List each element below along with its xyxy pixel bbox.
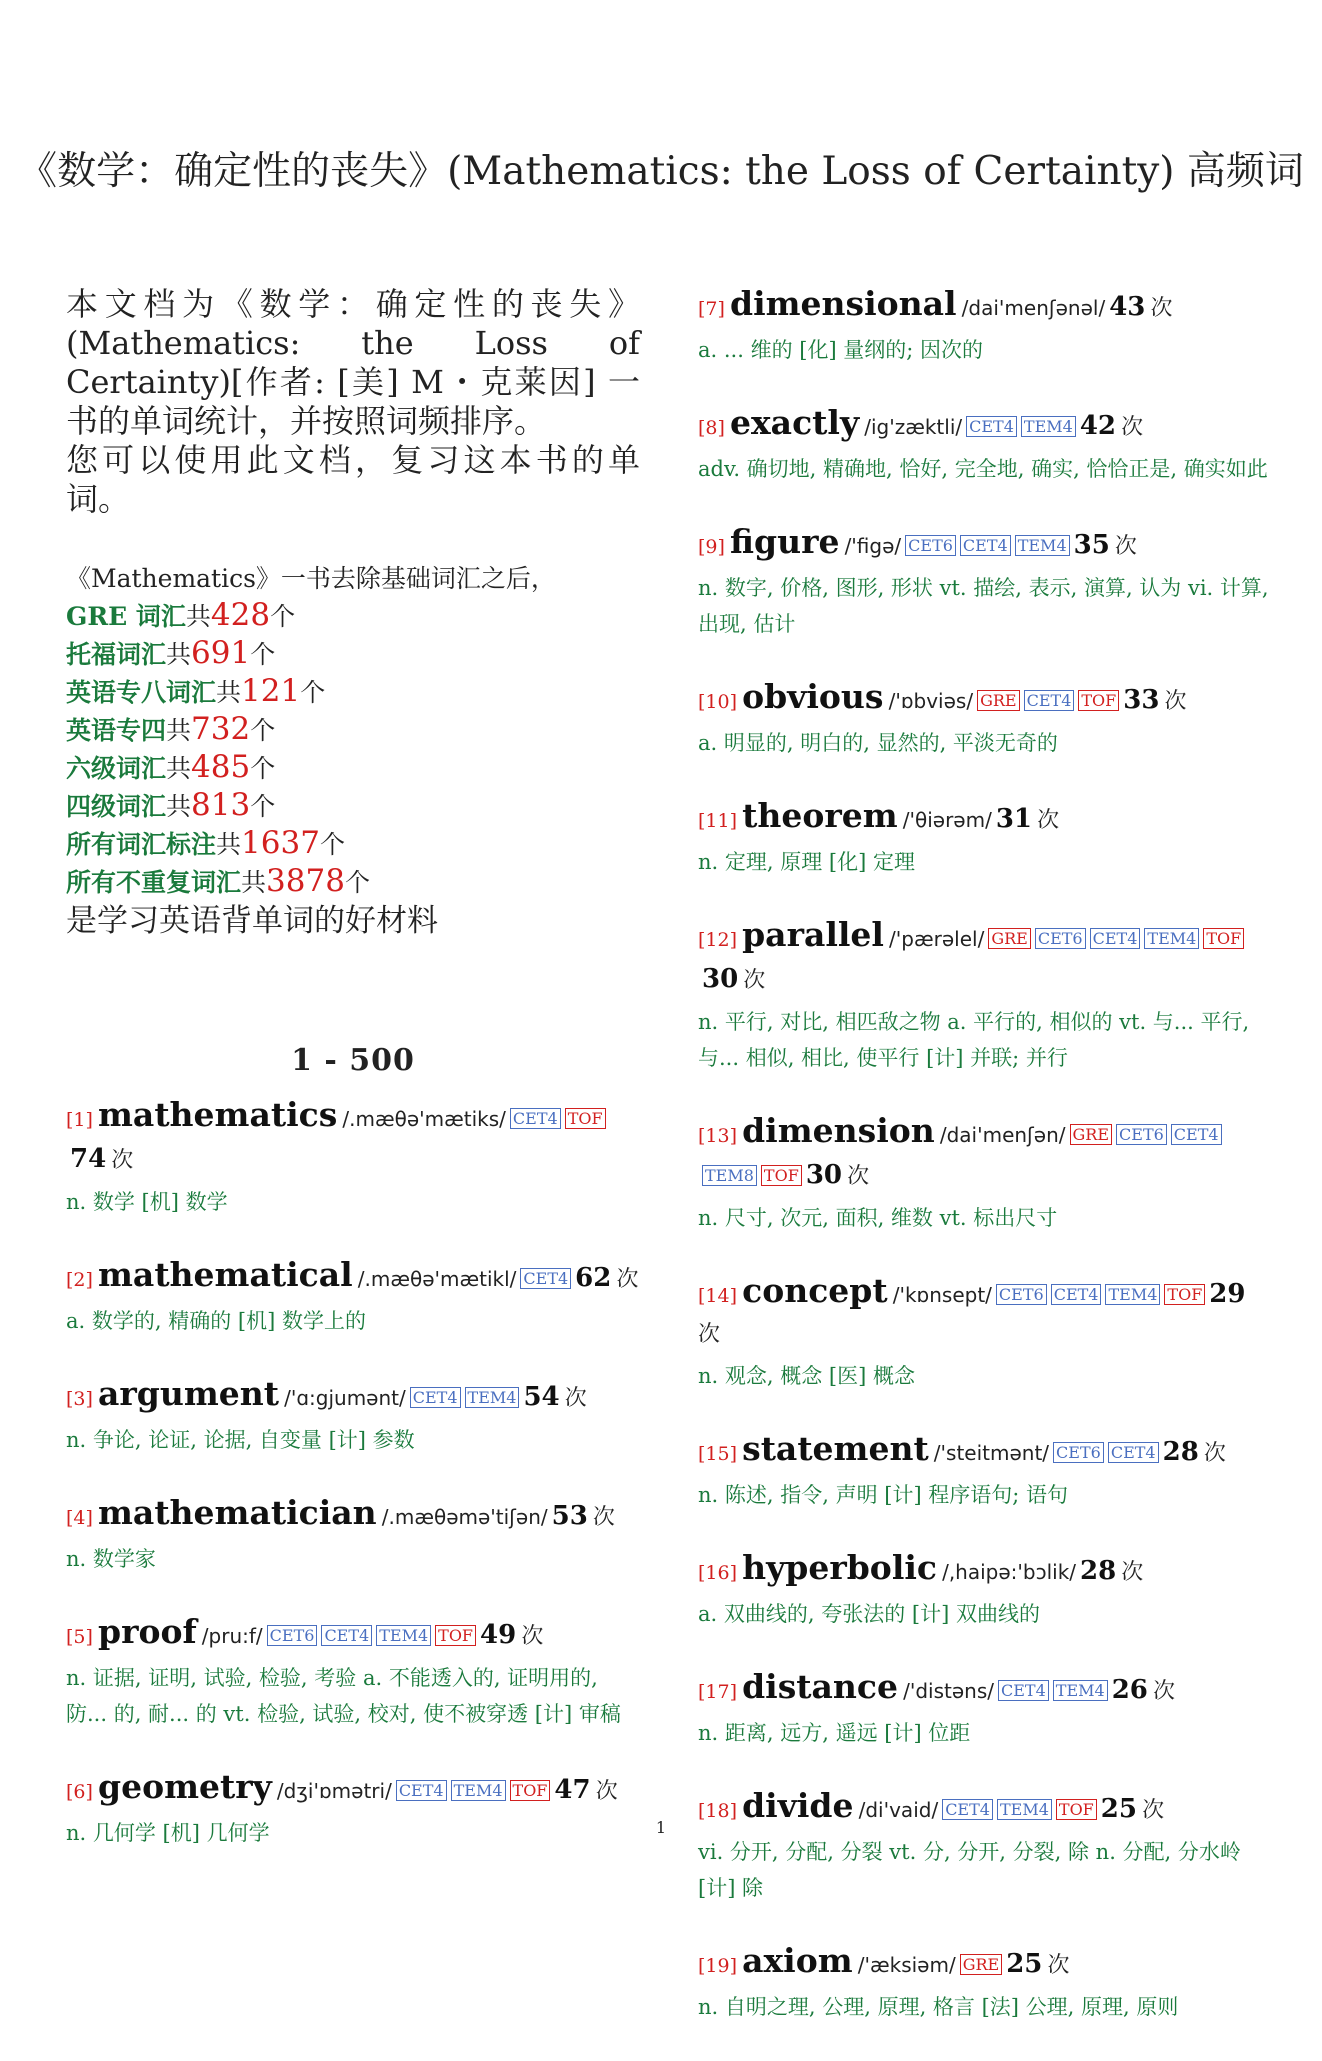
level-tag: GRE <box>977 690 1020 711</box>
word-entry <box>698 916 1270 1076</box>
level-tag: TOF <box>1056 1799 1097 1820</box>
entry-count: 47 <box>554 1775 591 1805</box>
entry-definition: n. 观念, 概念 [医] 概念 <box>698 1364 915 1388</box>
entry-index: [17] <box>698 1681 738 1703</box>
stat-row <box>66 825 640 863</box>
entry-phonetic: /ig'zæktli/ <box>864 415 963 439</box>
stat-row <box>66 787 640 825</box>
stat-unit: 个 <box>250 754 276 783</box>
entry-phonetic: /dai'menʃənəl/ <box>961 296 1106 320</box>
stat-mid: 共 <box>216 830 242 859</box>
level-tag: GRE <box>988 928 1031 949</box>
entry-phonetic: /'steitmənt/ <box>933 1441 1050 1465</box>
stat-label: 托福词汇 <box>66 640 167 669</box>
word-entry <box>698 1787 1270 1906</box>
entry-definition: n. 距离, 远方, 遥远 [计] 位距 <box>698 1721 971 1745</box>
entry-count: 35 <box>1073 530 1110 560</box>
stat-mid: 共 <box>166 640 192 669</box>
stat-value: 485 <box>191 749 251 785</box>
stat-row <box>66 863 640 901</box>
count-unit: 次 <box>1037 808 1060 833</box>
entry-phonetic: /pru:f/ <box>201 1624 263 1648</box>
level-tag: CET6 <box>1053 1442 1104 1463</box>
intro-paragraph: 本文档为《数学：确定性的丧失》(Mathematics: the Loss of Certainty)[作者: [美] M・克莱因] 一书的单词统计，并按照词频排序。 <box>66 285 640 440</box>
entry-phonetic: /.mæθəmə'tiʃən/ <box>381 1505 548 1529</box>
intro-block <box>66 285 640 519</box>
level-tag: TEM4 <box>997 1799 1052 1820</box>
level-tag: CET6 <box>1035 928 1086 949</box>
count-unit: 次 <box>1164 689 1187 714</box>
entry-index: [12] <box>698 929 738 951</box>
entry-phonetic: /.mæθə'mætiks/ <box>342 1107 506 1131</box>
entry-phonetic: /'kɒnsept/ <box>892 1283 992 1307</box>
entry-word: geometry <box>98 1767 272 1806</box>
word-entry <box>698 1272 1270 1394</box>
stat-value: 813 <box>191 787 251 823</box>
word-entry <box>66 1613 640 1732</box>
stat-row <box>66 749 640 787</box>
stat-value: 428 <box>210 597 271 633</box>
level-tag: TOF <box>565 1108 606 1129</box>
word-entry <box>698 1942 1270 2025</box>
entry-head <box>698 1942 1270 1986</box>
stat-unit: 个 <box>250 640 276 669</box>
level-tag: CET6 <box>1116 1124 1167 1145</box>
level-tag: CET6 <box>267 1625 318 1646</box>
word-list-right <box>698 285 1270 2025</box>
entry-count: 53 <box>551 1501 588 1531</box>
entry-word: distance <box>742 1667 899 1706</box>
count-unit: 次 <box>743 968 766 993</box>
word-entry <box>698 1549 1270 1632</box>
entry-word: parallel <box>742 915 884 954</box>
word-entry <box>698 1430 1270 1513</box>
level-tag: TOF <box>1078 690 1119 711</box>
level-tag: CET4 <box>396 1780 447 1801</box>
entry-word: dimension <box>742 1111 935 1150</box>
stat-mid: 共 <box>166 754 192 783</box>
entry-phonetic: /'æksiəm/ <box>857 1953 956 1977</box>
stat-value: 121 <box>241 673 301 709</box>
stat-mid: 共 <box>166 716 192 745</box>
stat-unit: 个 <box>270 602 296 631</box>
stat-unit: 个 <box>319 830 345 859</box>
count-unit: 次 <box>1121 1560 1144 1585</box>
entry-count: 25 <box>1100 1794 1137 1824</box>
entry-index: [15] <box>698 1443 738 1465</box>
stat-unit: 个 <box>250 792 276 821</box>
stat-row <box>66 597 640 635</box>
stat-mid: 共 <box>166 792 192 821</box>
entry-head <box>66 1096 640 1181</box>
stats-list <box>66 597 640 901</box>
entry-definition: n. 数学家 <box>66 1547 156 1571</box>
count-unit: 次 <box>592 1505 615 1530</box>
entry-definition: n. 数学 [机] 数学 <box>66 1190 228 1214</box>
entry-count: 33 <box>1123 685 1160 715</box>
level-tag: CET4 <box>966 416 1017 437</box>
entry-word: figure <box>730 522 840 561</box>
stat-value: 1637 <box>241 825 320 861</box>
stat-mid: 共 <box>185 602 211 631</box>
entry-index: [18] <box>698 1800 738 1822</box>
stat-row <box>66 711 640 749</box>
entry-head <box>66 1256 640 1300</box>
entry-definition: a. 数学的, 精确的 [机] 数学上的 <box>66 1309 366 1333</box>
level-tag: CET4 <box>1024 690 1075 711</box>
entry-word: theorem <box>742 796 898 835</box>
word-entry <box>66 1256 640 1339</box>
entry-word: statement <box>742 1429 929 1468</box>
entry-head <box>66 1375 640 1419</box>
entry-word: divide <box>742 1786 854 1825</box>
level-tag: CET6 <box>905 535 956 556</box>
entry-word: proof <box>98 1612 197 1651</box>
document-title: 《数学：确定性的丧失》(Mathematics: the Loss of Certainty) 高频词 <box>18 149 1304 194</box>
entry-phonetic: /'ɒbviəs/ <box>888 689 974 713</box>
count-unit: 次 <box>111 1148 134 1173</box>
entry-count: 54 <box>523 1382 560 1412</box>
entry-index: [14] <box>698 1285 738 1307</box>
count-unit: 次 <box>1114 534 1137 559</box>
entry-head <box>66 1768 640 1812</box>
level-tag: TEM4 <box>376 1625 431 1646</box>
level-tag: GRE <box>1070 1124 1113 1145</box>
entry-definition: a. 双曲线的, 夸张法的 [计] 双曲线的 <box>698 1602 1040 1626</box>
stat-value: 691 <box>191 635 251 671</box>
entry-definition: adv. 确切地, 精确地, 恰好, 完全地, 确实, 恰恰正是, 确实如此 <box>698 457 1268 481</box>
level-tag: CET4 <box>1108 1442 1159 1463</box>
word-entry <box>66 1375 640 1458</box>
entry-definition: n. 争论, 论证, 论据, 自变量 [计] 参数 <box>66 1428 415 1452</box>
level-tag: CET4 <box>520 1268 571 1289</box>
entry-count: 31 <box>995 804 1033 834</box>
level-tag: GRE <box>960 1954 1003 1975</box>
entry-phonetic: /dai'menʃən/ <box>939 1123 1066 1147</box>
stat-label: 六级词汇 <box>66 754 167 783</box>
entry-definition: n. 平行, 对比, 相匹敌之物 a. 平行的, 相似的 vt. 与... 平行, 与... 相似, 相比, 使平行 [计] 并联; 并行 <box>698 1010 1250 1070</box>
entry-index: [8] <box>698 417 725 439</box>
entry-phonetic: /dʒi'ɒmətri/ <box>276 1779 392 1803</box>
count-unit: 次 <box>847 1164 870 1189</box>
stats-lead: 《Mathematics》一书去除基础词汇之后， <box>66 564 556 593</box>
count-unit: 次 <box>1203 1441 1226 1466</box>
entry-index: [7] <box>698 298 725 320</box>
count-unit: 次 <box>564 1386 587 1411</box>
stat-mid: 共 <box>216 678 242 707</box>
entry-word: exactly <box>730 403 860 442</box>
count-unit: 次 <box>1047 1953 1070 1978</box>
stat-unit: 个 <box>250 716 276 745</box>
stat-label: 所有不重复词汇 <box>66 868 242 897</box>
stat-label: 英语专八词汇 <box>66 678 217 707</box>
level-tag: CET6 <box>996 1284 1047 1305</box>
entry-word: obvious <box>742 677 884 716</box>
entry-head <box>698 797 1270 841</box>
level-tag: CET4 <box>998 1680 1049 1701</box>
entry-phonetic: /,haipə:'bɔlik/ <box>942 1560 1077 1584</box>
entry-index: [10] <box>698 691 738 713</box>
entry-head <box>698 1112 1270 1197</box>
level-tag: TEM4 <box>1144 928 1199 949</box>
right-column <box>698 285 1270 2061</box>
entry-head <box>66 1494 640 1538</box>
stat-label: GRE 词汇 <box>66 602 186 631</box>
level-tag: TEM4 <box>1053 1680 1108 1701</box>
level-tag: TEM8 <box>702 1165 757 1186</box>
count-unit: 次 <box>698 1322 721 1347</box>
level-tag: TEM4 <box>1105 1284 1160 1305</box>
entry-definition: n. 证据, 证明, 试验, 检验, 考验 a. 不能透入的, 证明用的, 防... 的, 耐... 的 vt. 检验, 试验, 校对, 使不被穿透 [计] 审稿 <box>66 1666 621 1726</box>
stat-row <box>66 635 640 673</box>
level-tag: TOF <box>1203 928 1244 949</box>
word-entry <box>698 523 1270 642</box>
page-number: 1 <box>655 1818 667 1837</box>
word-entry <box>698 285 1270 368</box>
entry-index: [16] <box>698 1562 738 1584</box>
entry-count: 29 <box>1209 1279 1246 1309</box>
entry-head <box>698 1272 1270 1355</box>
entry-head <box>698 285 1270 329</box>
entry-head <box>698 404 1270 448</box>
level-tag: CET4 <box>942 1799 993 1820</box>
entry-definition: a. 明显的, 明白的, 显然的, 平淡无奇的 <box>698 731 1058 755</box>
range-heading: 1 - 500 <box>291 1043 415 1078</box>
entry-word: mathematical <box>98 1255 353 1294</box>
entry-word: axiom <box>742 1941 853 1980</box>
entry-head <box>698 916 1270 1001</box>
word-list-left <box>66 1096 640 1851</box>
level-tag: CET4 <box>321 1625 372 1646</box>
entry-count: 26 <box>1111 1675 1148 1705</box>
entry-word: dimensional <box>730 284 957 323</box>
entry-index: [3] <box>66 1388 93 1410</box>
level-tag: CET4 <box>510 1108 561 1129</box>
word-entry <box>66 1494 640 1577</box>
entry-definition: vi. 分开, 分配, 分裂 vt. 分, 分开, 分裂, 除 n. 分配, 分水岭 [计] 除 <box>698 1840 1241 1900</box>
entry-index: [13] <box>698 1125 738 1147</box>
stat-label: 四级词汇 <box>66 792 167 821</box>
count-unit: 次 <box>1142 1798 1165 1823</box>
entry-index: [9] <box>698 536 725 558</box>
entry-index: [11] <box>698 810 738 832</box>
word-entry <box>698 797 1270 880</box>
level-tag: CET4 <box>1090 928 1141 949</box>
entry-phonetic: /'distəns/ <box>903 1679 994 1703</box>
count-unit: 次 <box>1152 1679 1175 1704</box>
stat-value: 3878 <box>266 863 345 899</box>
entry-phonetic: /'θiərəm/ <box>902 808 992 832</box>
level-tag: CET4 <box>410 1387 461 1408</box>
entry-word: mathematics <box>98 1095 338 1134</box>
word-entry <box>698 678 1270 761</box>
entry-index: [4] <box>66 1507 93 1529</box>
left-column <box>66 285 640 1887</box>
word-entry <box>66 1768 640 1851</box>
entry-count: 62 <box>575 1263 612 1293</box>
entry-count: 25 <box>1006 1949 1043 1979</box>
count-unit: 次 <box>595 1779 618 1804</box>
count-unit: 次 <box>1150 296 1173 321</box>
level-tag: CET4 <box>1171 1124 1222 1145</box>
entry-definition: n. 几何学 [机] 几何学 <box>66 1821 270 1845</box>
level-tag: TEM4 <box>1021 416 1076 437</box>
count-unit: 次 <box>1121 415 1144 440</box>
entry-word: argument <box>98 1374 279 1413</box>
stat-row <box>66 673 640 711</box>
stat-value: 732 <box>191 711 251 747</box>
entry-index: [5] <box>66 1626 93 1648</box>
entry-definition: a. ... 维的 [化] 量纲的; 因次的 <box>698 338 984 362</box>
count-unit: 次 <box>521 1624 544 1649</box>
count-unit: 次 <box>616 1267 639 1292</box>
entry-count: 74 <box>70 1144 107 1174</box>
entry-count: 49 <box>480 1620 517 1650</box>
entry-count: 30 <box>805 1160 842 1190</box>
level-tag: TEM4 <box>451 1780 506 1801</box>
entry-definition: n. 定理, 原理 [化] 定理 <box>698 850 915 874</box>
entry-count: 28 <box>1080 1556 1117 1586</box>
stats-block <box>66 561 640 941</box>
word-entry <box>698 404 1270 487</box>
entry-index: [2] <box>66 1269 93 1291</box>
entry-head <box>698 1668 1270 1712</box>
entry-phonetic: /.mæθə'mætikl/ <box>357 1267 517 1291</box>
level-tag: TOF <box>1164 1284 1205 1305</box>
level-tag: CET4 <box>1051 1284 1102 1305</box>
stat-label: 英语专四 <box>66 716 167 745</box>
level-tag: TOF <box>435 1625 476 1646</box>
stat-label: 所有词汇标注 <box>66 830 217 859</box>
entry-count: 28 <box>1162 1437 1199 1467</box>
entry-phonetic: /'pærəlel/ <box>889 927 985 951</box>
entry-index: [1] <box>66 1109 93 1131</box>
entry-phonetic: /'figə/ <box>844 534 902 558</box>
word-entry <box>66 1096 640 1220</box>
level-tag: TEM4 <box>1015 535 1070 556</box>
stats-closing: 是学习英语背单词的好材料 <box>66 903 438 939</box>
entry-count: 43 <box>1109 292 1146 322</box>
level-tag: TOF <box>761 1165 802 1186</box>
entry-count: 30 <box>702 964 739 994</box>
entry-word: hyperbolic <box>742 1548 937 1587</box>
entry-phonetic: /di'vaid/ <box>858 1798 939 1822</box>
entry-head <box>66 1613 640 1657</box>
word-entry <box>698 1112 1270 1236</box>
entry-index: [19] <box>698 1955 738 1977</box>
entry-definition: n. 数字, 价格, 图形, 形状 vt. 描绘, 表示, 演算, 认为 vi. 计算, 出现, 估计 <box>698 576 1269 636</box>
stat-mid: 共 <box>241 868 267 897</box>
level-tag: TEM4 <box>465 1387 520 1408</box>
intro-paragraph-2: 您可以使用此文档，复习这本书的单词。 <box>66 441 640 518</box>
level-tag: TOF <box>510 1780 551 1801</box>
stat-unit: 个 <box>300 678 326 707</box>
level-tag: CET4 <box>960 535 1011 556</box>
entry-definition: n. 自明之理, 公理, 原理, 格言 [法] 公理, 原理, 原则 <box>698 1995 1179 2019</box>
entry-definition: n. 尺寸, 次元, 面积, 维数 vt. 标出尺寸 <box>698 1206 1058 1230</box>
entry-head <box>698 523 1270 567</box>
entry-word: concept <box>742 1271 888 1310</box>
entry-head <box>698 1430 1270 1474</box>
entry-index: [6] <box>66 1781 93 1803</box>
stat-unit: 个 <box>344 868 370 897</box>
entry-definition: n. 陈述, 指令, 声明 [计] 程序语句; 语句 <box>698 1483 1069 1507</box>
entry-word: mathematician <box>98 1493 377 1532</box>
entry-head <box>698 678 1270 722</box>
entry-head <box>698 1549 1270 1593</box>
word-entry <box>698 1668 1270 1751</box>
entry-phonetic: /'ɑ:gjumənt/ <box>284 1386 406 1410</box>
entry-count: 42 <box>1079 411 1117 441</box>
